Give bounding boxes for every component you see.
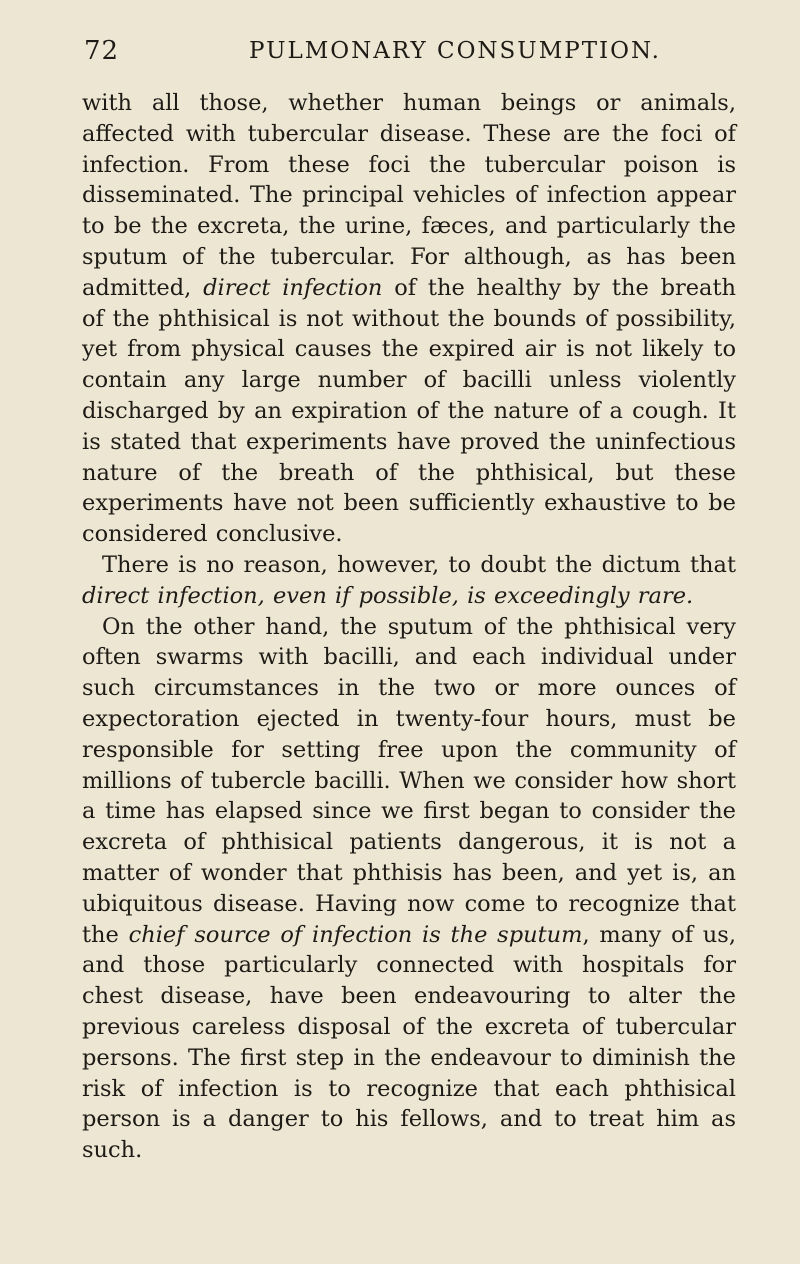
italic-phrase: direct infection, even if possible, is exceedingly rare.: [82, 582, 694, 609]
text-segment: with all those, whether human beings or animals, affected with tubercular disease. These are the foci of infection. From these foci the tubercular poison is disseminated. The principal vehicles of infection appear to be the excreta, the urine, fæces, and particularly the sputum of the tubercular. For although, as has been admitted,: [82, 90, 736, 301]
page-header: [84, 28, 734, 68]
page-number: 72: [84, 36, 120, 66]
paragraph-2: [82, 550, 736, 612]
text-segment: There is no reason, however, to doubt the dictum that: [102, 551, 736, 578]
text-segment: On the other hand, the sputum of the phthisical very often swarms with bacilli, and each individual under such circumstances in the two or more ounces of expectoration ejected in twenty-four hours, must be responsible for setting free upon the community of millions of tubercle bacilli. When we consider how short a time has elapsed since we first began to consider the excreta of phthisical patients dangerous, it is not a matter of wonder that phthisis has been, and yet is, an ubiquitous disease. Having now come to recognize that the: [82, 613, 736, 948]
body-text: [82, 88, 736, 1166]
italic-phrase: direct infection: [203, 274, 383, 301]
paragraph-3: [82, 612, 736, 1166]
italic-phrase: chief source of infection is the sputum: [128, 921, 583, 948]
paragraph-1: [82, 88, 736, 550]
text-segment: of the healthy by the breath of the phthisical is not without the bounds of possibility, yet from physical causes the expired air is not likely to contain any large number of bacilli unless violently discharged by an expiration of the nature of a cough. It is stated that experiments have proved the uninfectious nature of the breath of the phthisical, but these experiments have not been sufficiently exhaustive to be considered conclusive.: [82, 274, 736, 548]
text-segment: , many of us, and those particularly connected with hospitals for chest disease, have been endeavouring to alter the previous careless disposal of the excreta of tubercular persons. The first step in the endeavour to diminish the risk of infection is to recognize that each phthisical person is a danger to his fellows, and to treat him as such.: [82, 921, 736, 1164]
running-head: PULMONARY CONSUMPTION.: [249, 38, 661, 64]
